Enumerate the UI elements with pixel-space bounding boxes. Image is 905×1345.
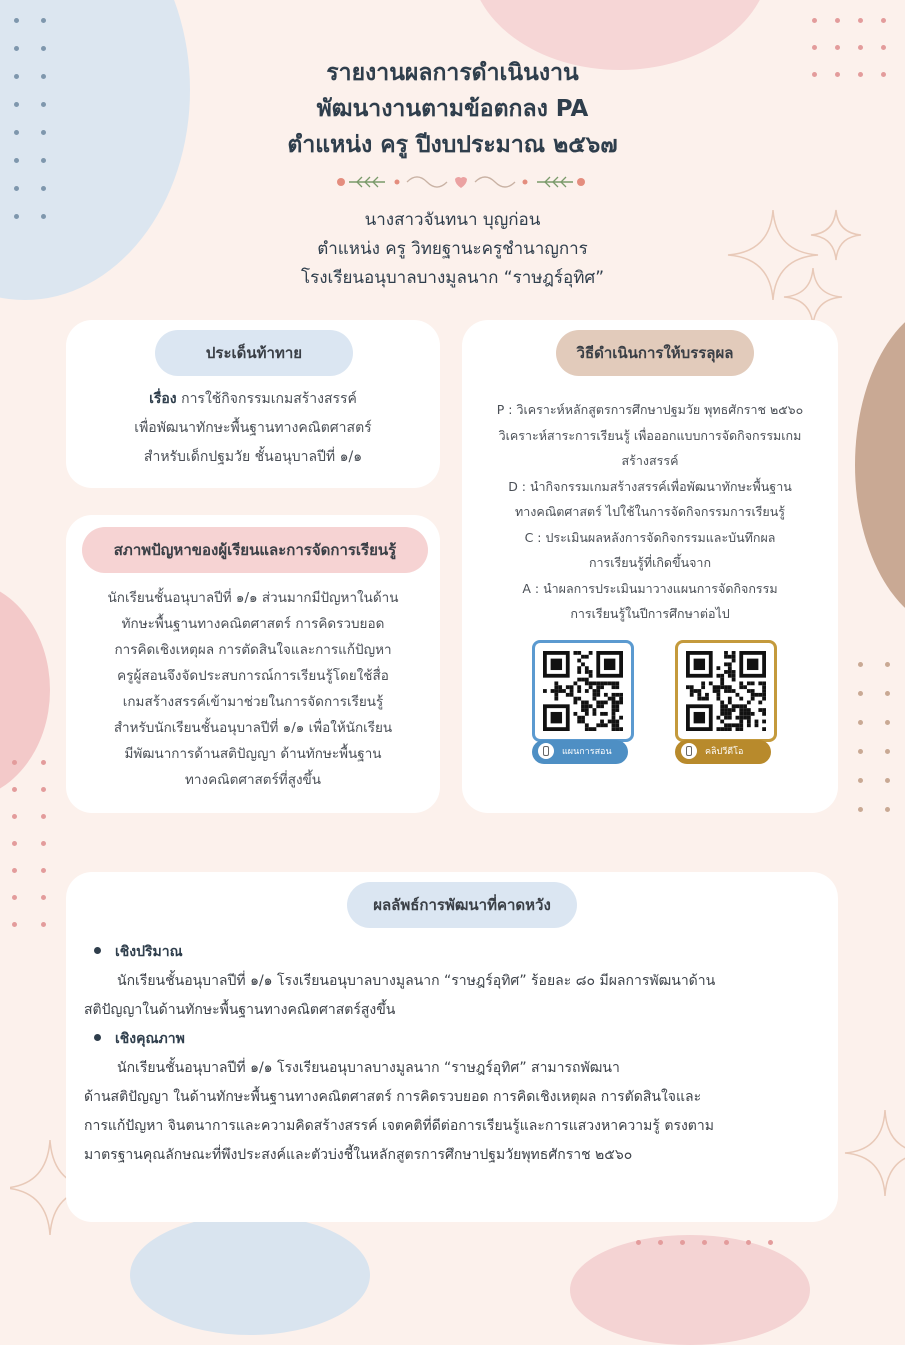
challenge-heading: ประเด็นท้าทาย bbox=[155, 330, 353, 376]
lesson-plan-label: แผนการสอน bbox=[562, 747, 612, 757]
method-line: การเรียนรู้ที่เกิดขึ้นจาก bbox=[588, 555, 712, 570]
challenge-text bbox=[66, 385, 440, 472]
quantity-line-2: สติปัญญาในด้านทักษะพื้นฐานทางคณิตศาสตร์สูงขึ้น bbox=[84, 1002, 396, 1018]
challenge-line-2: เพื่อพัฒนาทักษะพื้นฐานทางคณิตศาสตร์ bbox=[134, 420, 372, 436]
decor-dot bbox=[636, 1240, 641, 1245]
problem-line: ครูผู้สอนจึงจัดประสบการณ์การเรียนรู้โดยใช้สื่อ bbox=[117, 668, 389, 684]
problem-line: ทางคณิตศาสตร์ที่สูงขึ้น bbox=[185, 772, 321, 788]
problem-line: การคิดเชิงเหตุผล การตัดสินใจและการแก้ปัญหา bbox=[114, 642, 392, 658]
report-title-line-1: รายงานผลการดำเนินงาน bbox=[326, 60, 579, 86]
method-line: A : นำผลการประเมินมาวางแผนการจัดกิจกรรม bbox=[522, 580, 778, 596]
decor-dot bbox=[41, 787, 46, 792]
decor-dot bbox=[12, 841, 17, 846]
quantity-line-1: นักเรียนชั้นอนุบาลปีที่ ๑/๑ โรงเรียนอนุบาลบางมูลนาก “ราษฎร์อุทิศ” ร้อยละ ๘๐ มีผลการพัฒนาด้าน bbox=[117, 973, 716, 989]
phone-icon bbox=[681, 743, 697, 759]
challenge-lead: เรื่อง bbox=[149, 391, 177, 407]
report-title-line-2: พัฒนางานตามข้อตกลง PA bbox=[316, 96, 589, 122]
method-line: การเรียนรู้ในปีการศึกษาต่อไป bbox=[570, 606, 730, 621]
challenge-line-1: การใช้กิจกรรมเกมสร้างสรรค์ bbox=[181, 391, 357, 407]
decor-dot bbox=[885, 749, 890, 754]
decor-dots-right bbox=[858, 662, 890, 812]
quality-line-1: นักเรียนชั้นอนุบาลปีที่ ๑/๑ โรงเรียนอนุบาลบางมูลนาก “ราษฎร์อุทิศ” สามารถพัฒนา bbox=[117, 1060, 620, 1076]
qr-code-lesson-plan[interactable] bbox=[532, 640, 634, 742]
decor-dot bbox=[768, 1240, 773, 1245]
decor-dot bbox=[41, 895, 46, 900]
decor-dot bbox=[41, 760, 46, 765]
quality-line-2: ด้านสติปัญญา ในด้านทักษะพื้นฐานทางคณิตศาสตร์ การคิดรวบยอด การคิดเชิงเหตุผล การตัดสินใจและ bbox=[84, 1089, 702, 1105]
decor-dot bbox=[881, 45, 886, 50]
decor-dot bbox=[881, 18, 886, 23]
problem-line: นักเรียนชั้นอนุบาลปีที่ ๑/๑ ส่วนมากมีปัญหาในด้าน bbox=[107, 590, 399, 606]
decor-dot bbox=[12, 895, 17, 900]
quality-title: เชิงคุณภาพ bbox=[115, 1031, 185, 1047]
author-name: นางสาวจันทนา บุญก่อน bbox=[364, 210, 541, 230]
video-clip-button[interactable] bbox=[675, 740, 771, 764]
problem-text bbox=[66, 585, 440, 793]
decor-dot bbox=[858, 45, 863, 50]
decor-dot bbox=[41, 841, 46, 846]
decor-dot bbox=[858, 691, 863, 696]
method-heading: วิธีดำเนินการให้บรรลุผล bbox=[556, 330, 754, 376]
decor-dot bbox=[41, 186, 46, 191]
decor-dot bbox=[835, 18, 840, 23]
method-line: D : นำกิจกรรมเกมสร้างสรรค์เพื่อพัฒนาทักษะพื้นฐาน bbox=[508, 478, 792, 494]
problem-line: มีพัฒนาการด้านสติปัญญา ด้านทักษะพื้นฐาน bbox=[124, 746, 382, 762]
decor-dots-bottom bbox=[636, 1240, 773, 1245]
problem-line: ทักษะพื้นฐานทางคณิตศาสตร์ การคิดรวบยอด bbox=[121, 616, 385, 632]
decor-dot bbox=[885, 778, 890, 783]
bullet-icon bbox=[94, 1034, 101, 1041]
decor-dot bbox=[858, 720, 863, 725]
decor-dot bbox=[858, 18, 863, 23]
decor-dot bbox=[885, 662, 890, 667]
challenge-line-3: สำหรับเด็กปฐมวัย ชั้นอนุบาลปีที่ ๑/๑ bbox=[143, 449, 363, 465]
decor-dot bbox=[41, 18, 46, 23]
lesson-plan-button[interactable] bbox=[532, 740, 628, 764]
decor-dot bbox=[41, 868, 46, 873]
decor-blob-pink-bottom bbox=[570, 1235, 810, 1345]
outcome-text bbox=[84, 938, 834, 1170]
qr-code-icon bbox=[543, 651, 623, 731]
method-line: ทางคณิตศาสตร์ ไปใช้ในการจัดกิจกรรมการเรียนรู้ bbox=[514, 504, 786, 519]
decor-dot bbox=[858, 749, 863, 754]
quality-line-3: การแก้ปัญหา จินตนาการและความคิดสร้างสรรค์ เจตคติที่ดีต่อการเรียนรู้และการแสวงหาความรู้ ตรงตาม bbox=[84, 1118, 714, 1134]
decor-dot bbox=[41, 922, 46, 927]
decor-dot bbox=[702, 1240, 707, 1245]
quality-line-4: มาตรฐานคุณลักษณะที่พึงประสงค์และตัวบ่งชี้ในหลักสูตรการศึกษาปฐมวัยพุทธศักราช ๒๕๖๐ bbox=[84, 1147, 633, 1163]
decor-dot bbox=[746, 1240, 751, 1245]
method-line: C : ประเมินผลหลังการจัดกิจกรรมและบันทึกผล bbox=[524, 529, 776, 545]
decor-dot bbox=[835, 45, 840, 50]
decor-dot bbox=[12, 814, 17, 819]
sparkle-icon bbox=[835, 1100, 905, 1220]
phone-icon bbox=[538, 743, 554, 759]
decor-dot bbox=[885, 720, 890, 725]
decor-dot bbox=[812, 18, 817, 23]
decor-dot bbox=[724, 1240, 729, 1245]
decor-dot bbox=[12, 760, 17, 765]
decor-dot bbox=[658, 1240, 663, 1245]
method-text bbox=[462, 397, 838, 627]
decor-dot bbox=[41, 814, 46, 819]
qr-code-video[interactable] bbox=[675, 640, 777, 742]
decor-dot bbox=[14, 46, 19, 51]
decor-dot bbox=[885, 807, 890, 812]
quantity-title: เชิงปริมาณ bbox=[115, 944, 183, 960]
report-title-line-3: ตำแหน่ง ครู ปีงบประมาณ ๒๕๖๗ bbox=[287, 132, 618, 158]
decor-dot bbox=[680, 1240, 685, 1245]
decor-dot bbox=[858, 778, 863, 783]
decor-dot bbox=[885, 691, 890, 696]
decor-dot bbox=[12, 787, 17, 792]
decor-dot bbox=[12, 922, 17, 927]
problem-line: เกมสร้างสรรค์เข้ามาช่วยในการจัดการเรียนรู้ bbox=[122, 694, 384, 710]
decor-dots-left bbox=[12, 760, 46, 927]
video-clip-label: คลิปวีดีโอ bbox=[705, 747, 744, 757]
method-line: สร้างสรรค์ bbox=[621, 453, 679, 468]
decor-dot bbox=[14, 18, 19, 23]
decor-dot bbox=[858, 807, 863, 812]
decor-dot bbox=[12, 868, 17, 873]
problem-line: สำหรับนักเรียนชั้นอนุบาลปีที่ ๑/๑ เพื่อให้นักเรียน bbox=[113, 720, 393, 736]
outcome-heading: ผลลัพธ์การพัฒนาที่คาดหวัง bbox=[347, 882, 577, 928]
decor-dot bbox=[812, 45, 817, 50]
bullet-icon bbox=[94, 947, 101, 954]
author-school: โรงเรียนอนุบาลบางมูลนาก “ราษฎร์อุทิศ” bbox=[300, 268, 605, 288]
problem-heading: สภาพปัญหาของผู้เรียนและการจัดการเรียนรู้ bbox=[82, 527, 428, 573]
method-line: วิเคราะห์สาระการเรียนรู้ เพื่อออกแบบการจัดกิจกรรมเกม bbox=[498, 427, 802, 443]
decor-blob-tan bbox=[855, 300, 905, 630]
decor-blob-blue-bottom bbox=[130, 1215, 370, 1335]
floral-divider-icon bbox=[327, 170, 595, 194]
author-position: ตำแหน่ง ครู วิทยฐานะครูชำนาญการ bbox=[317, 239, 588, 259]
decor-dot bbox=[41, 46, 46, 51]
decor-dot bbox=[14, 186, 19, 191]
qr-code-icon bbox=[686, 651, 766, 731]
method-line: P : วิเคราะห์หลักสูตรการศึกษาปฐมวัย พุทธศักราช ๒๕๖๐ bbox=[496, 402, 804, 417]
decor-dot bbox=[858, 662, 863, 667]
